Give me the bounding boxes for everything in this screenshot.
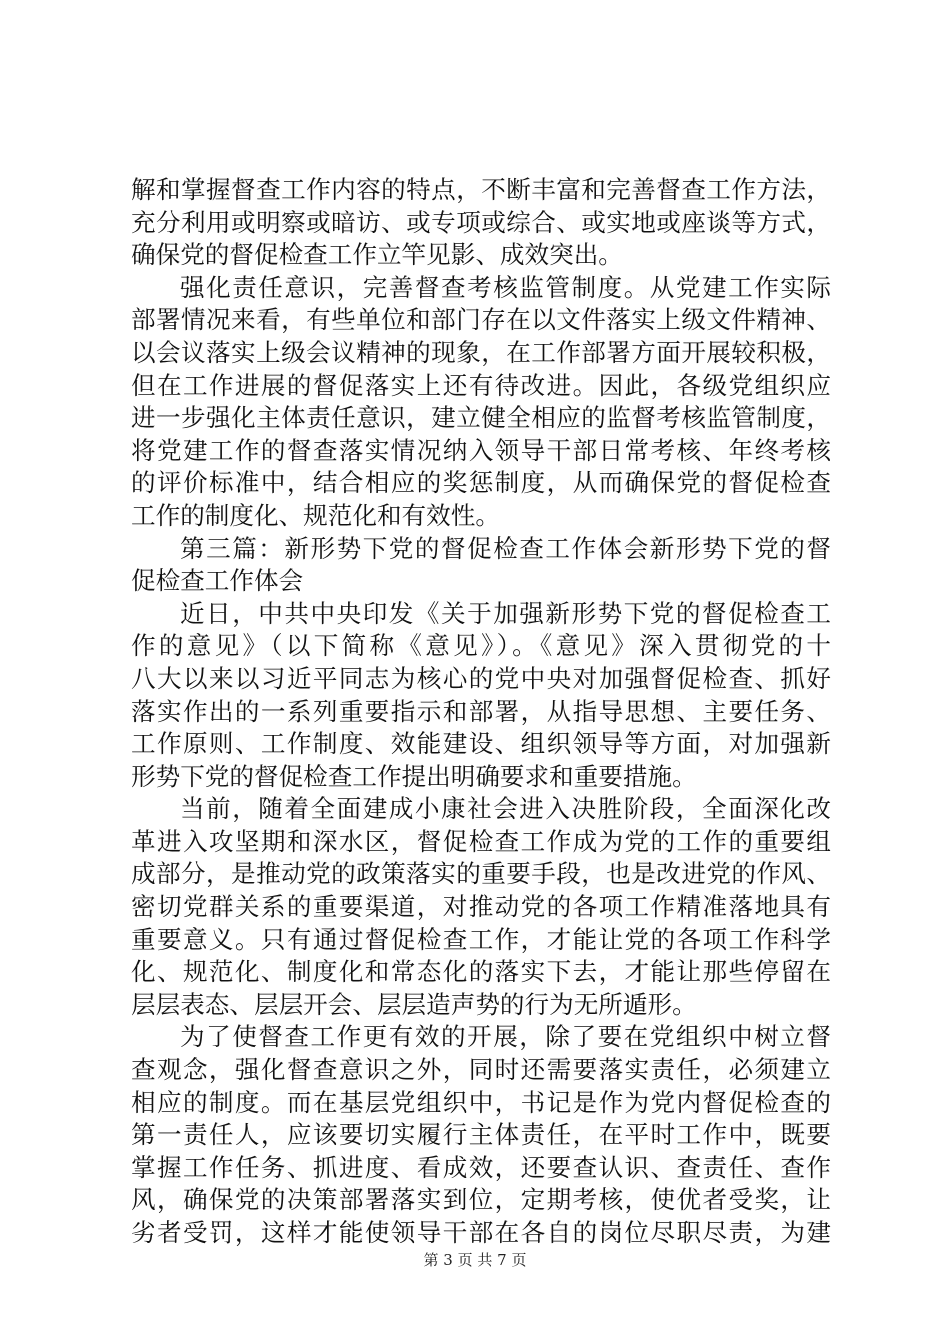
text-line: 重要意义。只有通过督促检查工作，才能让党的各项工作科学 — [131, 924, 831, 954]
text-line: 第一责任人，应该要切实履行主体责任，在平时工作中，既要 — [131, 1120, 831, 1150]
page-footer: 第 3 页 共 7 页 — [423, 1251, 527, 1269]
text-line: 当前，随着全面建成小康社会进入决胜阶段，全面深化改 — [180, 794, 831, 824]
text-line: 为了使督查工作更有效的开展，除了要在党组织中树立督 — [180, 1022, 831, 1052]
paragraph — [131, 793, 831, 1021]
text-line: 层层表态、层层开会、层层造声势的行为无所遁形。 — [131, 989, 697, 1019]
text-line: 近日，中共中央印发《关于加强新形势下党的督促检查工 — [180, 598, 831, 628]
text-line: 将党建工作的督查落实情况纳入领导干部日常考核、年终考核 — [131, 435, 831, 465]
paragraph — [131, 174, 831, 272]
paragraph — [131, 1021, 831, 1249]
text-line: 作的意见》（以下简称《意见》）。《意见》深入贯彻党的十 — [131, 631, 831, 661]
text-line: 进一步强化主体责任意识，建立健全相应的监督考核监管制度， — [131, 403, 831, 433]
text-line: 八大以来以习近平同志为核心的党中央对加强督促检查、抓好 — [131, 663, 831, 693]
text-line: 查观念，强化督查意识之外，同时还需要落实责任，必须建立 — [131, 1055, 831, 1085]
text-line: 劣者受罚，这样才能使领导干部在各自的岗位尽职尽责，为建 — [131, 1218, 831, 1247]
text-line: 工作的制度化、规范化和有效性。 — [131, 500, 500, 530]
text-line: 工作原则、工作制度、效能建设、组织领导等方面，对加强新 — [131, 729, 831, 759]
text-line: 成部分，是推动党的政策落实的重要手段，也是改进党的作风、 — [131, 859, 831, 889]
text-line: 但在工作进展的督促落实上还有待改进。因此，各级党组织应 — [131, 370, 831, 400]
text-line: 革进入攻坚期和深水区，督促检查工作成为党的工作的重要组 — [131, 826, 831, 856]
text-line: 确保党的督促检查工作立竿见影、成效突出。 — [131, 240, 623, 270]
text-line: 部署情况来看，有些单位和部门存在以文件落实上级文件精神、 — [131, 305, 831, 335]
text-line: 掌握工作任务、抓进度、看成效，还要查认识、查责任、查作 — [131, 1152, 831, 1182]
text-line: 化、规范化、制度化和常态化的落实下去，才能让那些停留在 — [131, 957, 831, 987]
text-line: 的评价标准中，结合相应的奖惩制度，从而确保党的督促检查 — [131, 468, 831, 498]
text-line: 强化责任意识，完善督查考核监管制度。从党建工作实际 — [180, 272, 831, 302]
text-line: 密切党群关系的重要渠道，对推动党的各项工作精准落地具有 — [131, 892, 831, 922]
document-body — [131, 174, 831, 1250]
text-line: 风，确保党的决策部署落实到位，定期考核，使优者受奖，让 — [131, 1185, 831, 1215]
text-line: 解和掌握督查工作内容的特点，不断丰富和完善督查工作方法， — [131, 175, 831, 204]
paragraph — [131, 272, 831, 533]
text-line: 促检查工作体会 — [131, 566, 304, 596]
text-line: 落实作出的一系列重要指示和部署，从指导思想、主要任务、 — [131, 696, 831, 726]
paragraph — [131, 598, 831, 794]
text-line: 以会议落实上级会议精神的现象，在工作部署方面开展较积极， — [131, 337, 831, 367]
text-line: 第三篇：新形势下党的督促检查工作体会新形势下党的督 — [180, 533, 831, 563]
text-line: 相应的制度。而在基层党组织中，书记是作为党内督促检查的 — [131, 1087, 831, 1117]
text-line: 充分利用或明察或暗访、或专项或综合、或实地或座谈等方式， — [131, 207, 831, 237]
text-line: 形势下党的督促检查工作提出明确要求和重要措施。 — [131, 761, 697, 791]
paragraph — [131, 533, 831, 598]
